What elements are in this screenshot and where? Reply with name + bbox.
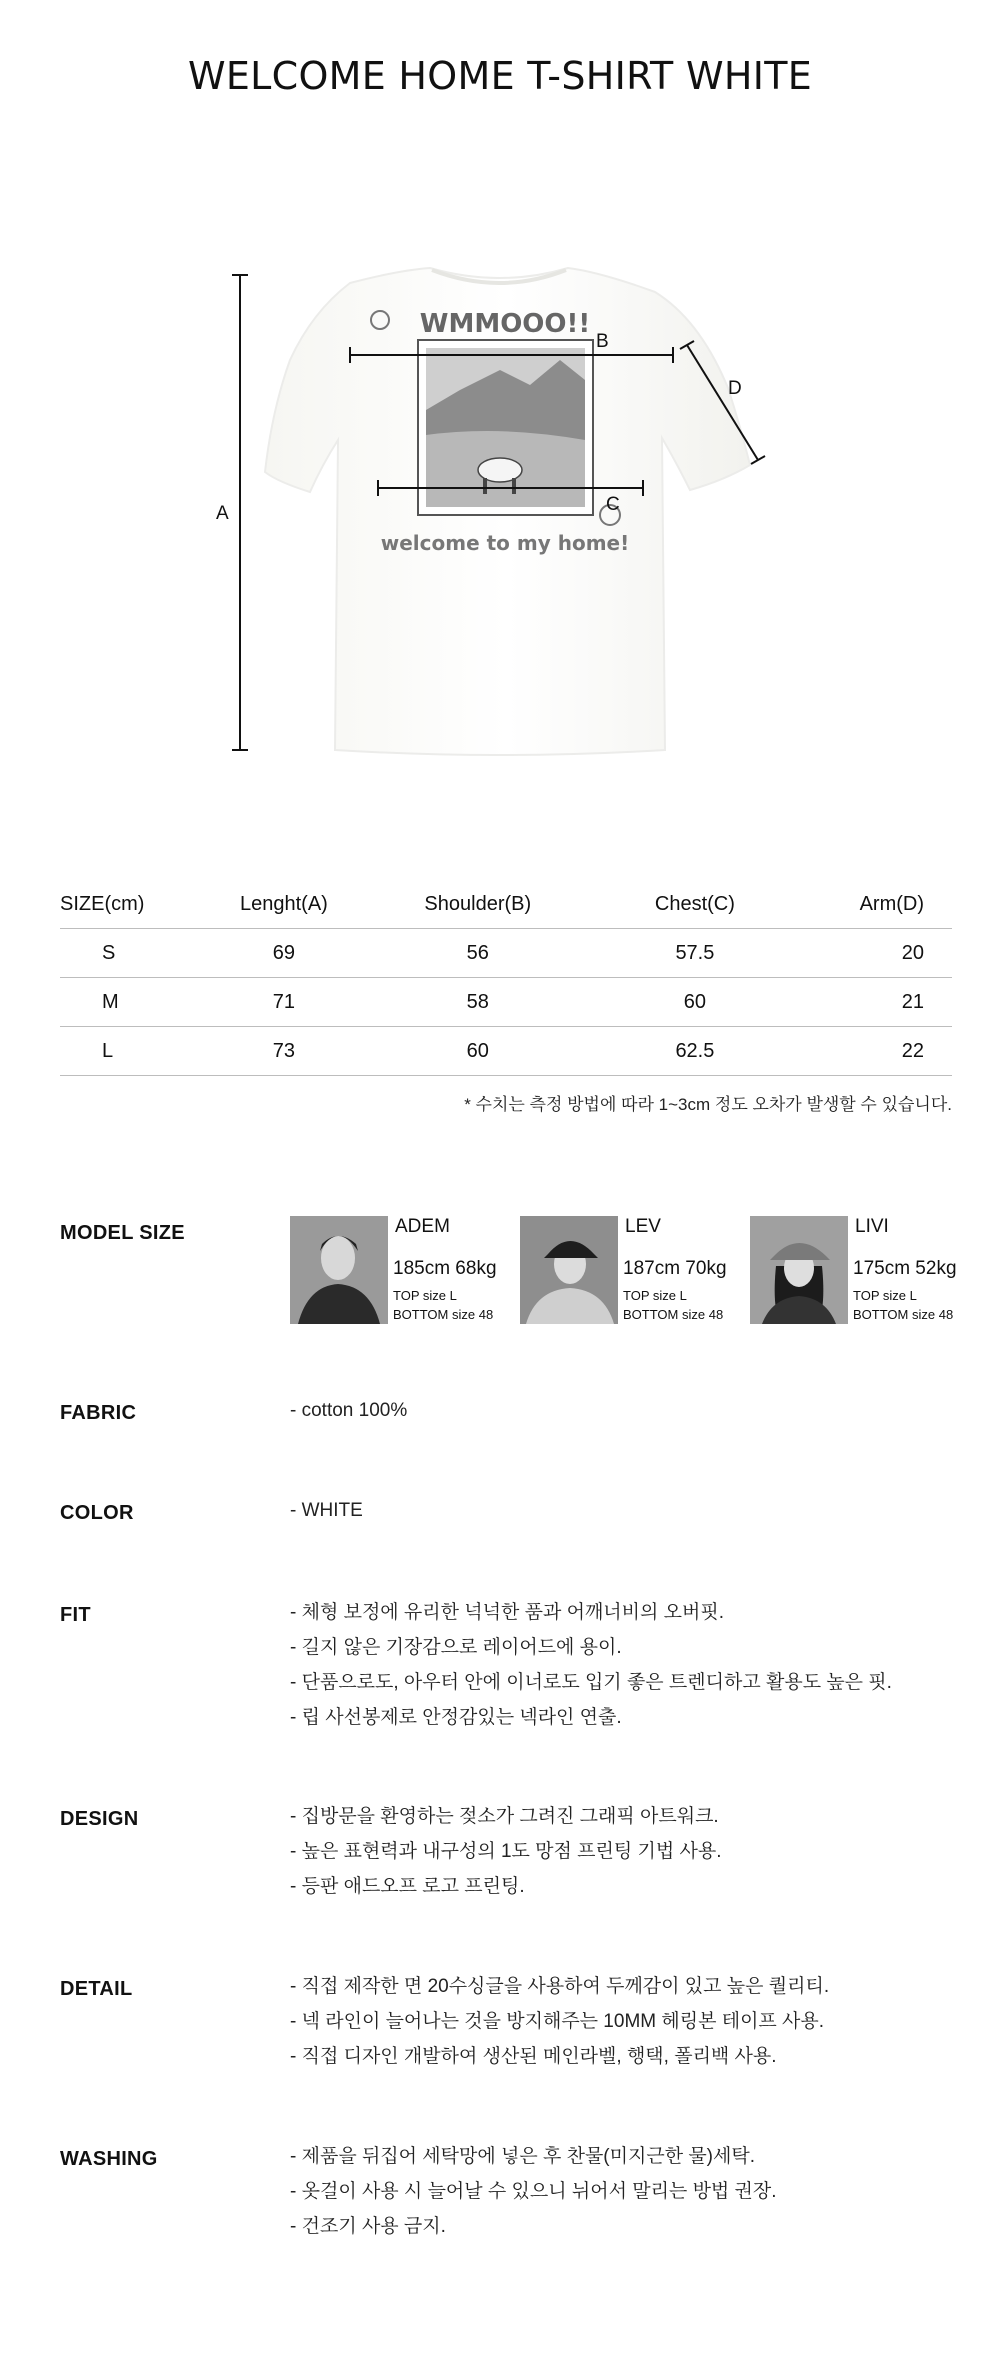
cell-size: L [60, 1027, 206, 1076]
cell-length: 69 [206, 929, 362, 978]
cell-chest: 62.5 [594, 1027, 796, 1076]
color-label: COLOR [60, 1502, 134, 1524]
table-row [60, 978, 952, 1027]
model-photo-livi [750, 1216, 848, 1324]
color-lines [290, 1493, 363, 1528]
model-card-lev [520, 1216, 740, 1324]
model-card-adem [290, 1216, 510, 1324]
table-row [60, 1027, 952, 1076]
header-size: SIZE(cm) [60, 880, 206, 929]
detail-line: - 직접 디자인 개발하여 생산된 메인라벨, 행택, 폴리백 사용. [290, 2046, 777, 2067]
washing-line: - 제품을 뒤집어 세탁망에 넣은 후 찬물(미지근한 물)세탁. [290, 2146, 756, 2167]
model-height-weight: 175cm 52kg [853, 1258, 957, 1279]
cell-chest: 57.5 [594, 929, 796, 978]
cell-chest: 60 [594, 978, 796, 1027]
header-length: Lenght(A) [206, 880, 362, 929]
color-line: - WHITE [290, 1500, 363, 1521]
measurement-note: * 수치는 측정 방법에 따라 1~3cm 정도 오차가 발생할 수 있습니다. [464, 1095, 952, 1114]
fit-line: - 체형 보정에 유리한 넉넉한 품과 어깨너비의 오버핏. [290, 1602, 724, 1623]
model-name: ADEM [395, 1216, 450, 1237]
washing-line: - 옷걸이 사용 시 늘어날 수 있으니 뉘어서 말리는 방법 권장. [290, 2181, 777, 2202]
table-row [60, 929, 952, 978]
washing-label: WASHING [60, 2148, 158, 2170]
fit-line: - 길지 않은 기장감으로 레이어드에 용이. [290, 1637, 622, 1658]
washing-lines [290, 2139, 777, 2244]
label-c: C [606, 494, 620, 515]
fit-line: - 단품으로도, 아우터 안에 이너로도 입기 좋은 트렌디하고 활용도 높은 핏. [290, 1672, 892, 1693]
header-shoulder: Shoulder(B) [362, 880, 594, 929]
header-chest: Chest(C) [594, 880, 796, 929]
model-height-weight: 187cm 70kg [623, 1258, 727, 1279]
tshirt-diagram [200, 260, 800, 760]
fit-lines [290, 1595, 892, 1735]
design-label: DESIGN [60, 1808, 139, 1830]
measure-a [216, 275, 248, 750]
model-top-size: TOP size L [623, 1288, 687, 1303]
design-line: - 높은 표현력과 내구성의 1도 망점 프린팅 기법 사용. [290, 1841, 722, 1862]
model-name: LEV [625, 1216, 661, 1237]
design-line: - 집방문을 환영하는 젖소가 그려진 그래픽 아트워크. [290, 1806, 719, 1827]
design-lines [290, 1799, 721, 1904]
model-top-size: TOP size L [393, 1288, 457, 1303]
detail-line: - 직접 제작한 면 20수싱글을 사용하여 두께감이 있고 높은 퀄리티. [290, 1976, 830, 1997]
detail-label: DETAIL [60, 1978, 133, 2000]
label-a: A [216, 503, 229, 524]
size-table-header [60, 880, 952, 929]
cell-arm: 21 [796, 978, 952, 1027]
model-bottom-size: BOTTOM size 48 [853, 1307, 954, 1322]
model-bottom-size: BOTTOM size 48 [623, 1307, 724, 1322]
print-bottom-text: welcome to my home! [380, 531, 630, 555]
model-size-label: MODEL SIZE [60, 1222, 185, 1244]
model-bottom-size: BOTTOM size 48 [393, 1307, 494, 1322]
model-photo-adem [290, 1216, 388, 1324]
fit-label: FIT [60, 1604, 91, 1626]
header-arm: Arm(D) [796, 880, 952, 929]
size-table [60, 880, 952, 1076]
fabric-lines [290, 1393, 407, 1428]
tshirt-illustration [200, 260, 800, 760]
cell-size: M [60, 978, 206, 1027]
cell-length: 71 [206, 978, 362, 1027]
cell-arm: 22 [796, 1027, 952, 1076]
label-b: B [596, 331, 609, 352]
cell-size: S [60, 929, 206, 978]
cell-length: 73 [206, 1027, 362, 1076]
label-d: D [728, 378, 742, 399]
print-top-text: WMMOOO!! [419, 309, 591, 339]
model-name: LIVI [855, 1216, 889, 1237]
cell-arm: 20 [796, 929, 952, 978]
model-card-livi [750, 1216, 970, 1324]
model-height-weight: 185cm 68kg [393, 1258, 497, 1279]
design-line: - 등판 애드오프 로고 프린팅. [290, 1876, 525, 1897]
cell-shoulder: 58 [362, 978, 594, 1027]
washing-line: - 건조기 사용 금지. [290, 2216, 446, 2237]
model-top-size: TOP size L [853, 1288, 917, 1303]
fabric-line: - cotton 100% [290, 1400, 408, 1421]
fit-line: - 립 사선봉제로 안정감있는 넥라인 연출. [290, 1707, 622, 1728]
detail-lines [290, 1969, 829, 2074]
cell-shoulder: 60 [362, 1027, 594, 1076]
detail-line: - 넥 라인이 늘어나는 것을 방지해주는 10MM 헤링본 테이프 사용. [290, 2011, 825, 2032]
fabric-label: FABRIC [60, 1402, 137, 1424]
cell-shoulder: 56 [362, 929, 594, 978]
model-photo-lev [520, 1216, 618, 1324]
product-title: WELCOME HOME T-SHIRT WHITE [187, 54, 813, 98]
